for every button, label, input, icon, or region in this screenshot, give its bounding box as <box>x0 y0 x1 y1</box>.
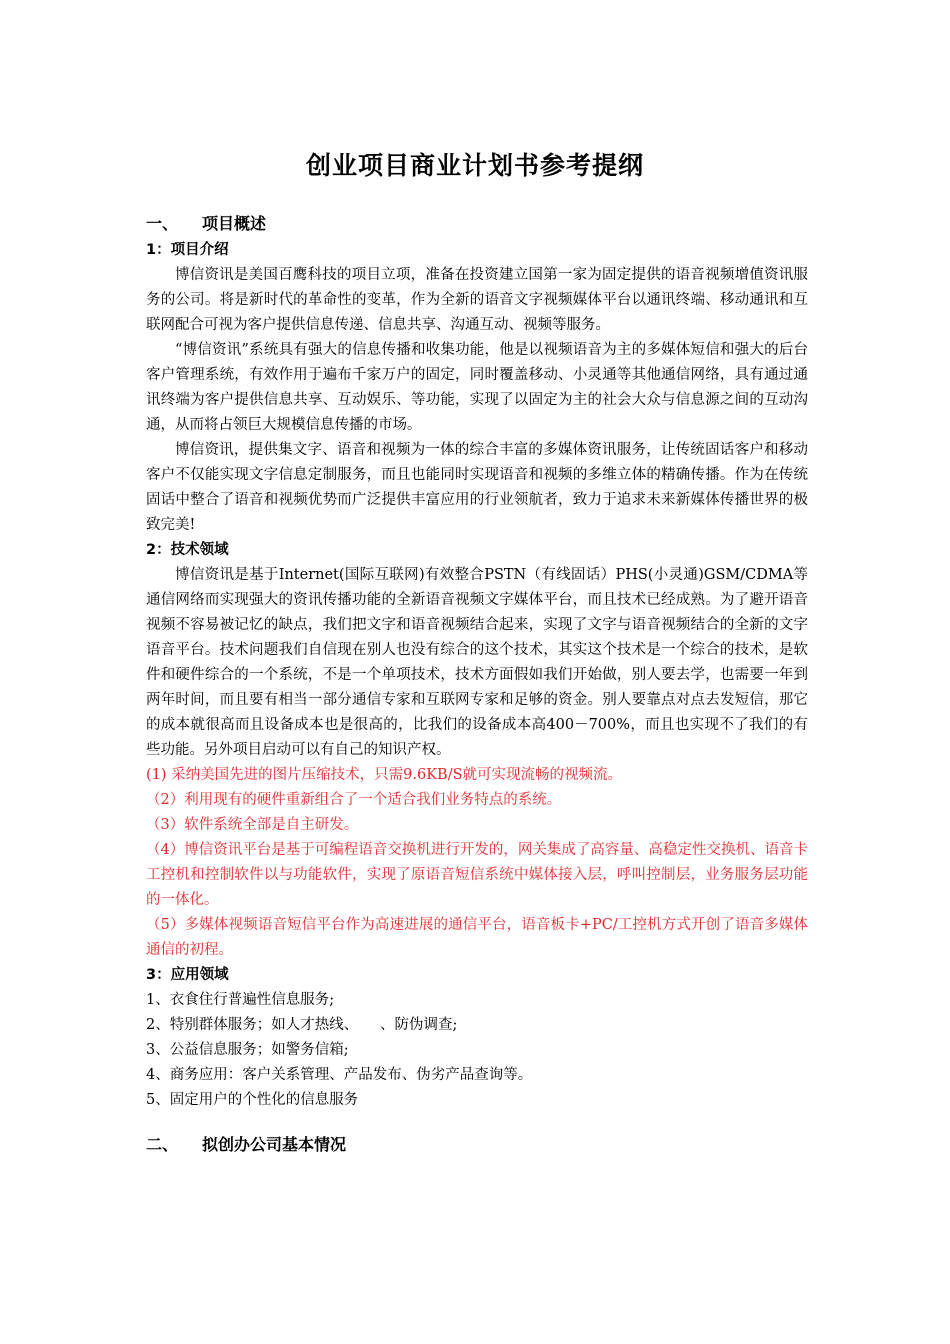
section-1-number: 一、 <box>146 214 179 233</box>
tech-paragraph: 博信资讯是基于Internet(国际互联网)有效整合PSTN（有线固话）PHS(小灵通)GSM/CDMA等通信网络而实现强大的资讯传播功能的全新语音视频文字媒体平台，而且技术已经成熟。为了避开语音视频不容易被记忆的缺点，我们把文字和语音视频结合起来，实现了文字与语音视频结合的全新的文字语音平台。技术问题我们自信现在别人也没有综合的这个技术，其实这个技术是一个综合的技术，是软件和硬件综合的一个系统，不是一个单项技术，技术方面假如我们开始做，别人要去学，也需要一年到两年时间，而且要有相当一部分通信专家和互联网专家和足够的资金。别人要靠点对点去发短信，那它的成本就很高而且设备成本也是很高的，比我们的设备成本高400－700%，而且也实现不了我们的有些功能。另外项目启动可以有自己的知识产权。 <box>146 567 808 758</box>
intro-paragraph-3: 博信资讯，提供集文字、语音和视频为一体的综合丰富的多媒体资讯服务，让传统固话客户和移动客户不仅能实现文字信息定制服务，而且也能同时实现语音和视频的多维立体的精确传播。作为在传统固话中整合了语音和视频优势而广泛提供丰富应用的行业领航者，致力于追求未来新媒体传播世界的极致完美! <box>146 442 808 533</box>
document-title: 创业项目商业计划书参考提纲 <box>305 151 644 180</box>
subsection-tech-heading: 2：技术领域 <box>146 542 229 558</box>
subsection-project-intro-heading: 1：项目介绍 <box>146 242 229 258</box>
document-body <box>146 210 808 1159</box>
application-item-4: 4、商务应用：客户关系管理、产品发布、伪劣产品查询等。 <box>146 1067 533 1083</box>
intro-paragraph-1: 博信资讯是美国百鹰科技的项目立项，准备在投资建立国第一家为固定提供的语音视频增值资讯服务的公司。将是新时代的革命性的变革，作为全新的语音文字视频媒体平台以通讯终端、移动通讯和互联网配合可视为客户提供信息传递、信息共享、沟通互动、视频等服务。 <box>146 267 808 333</box>
section-2-heading <box>146 1131 808 1159</box>
subsection-application-heading: 3：应用领域 <box>146 967 229 983</box>
tech-red-item-4: （4）博信资讯平台是基于可编程语音交换机进行开发的，网关集成了高容量、高稳定性交换机、语音卡工控机和控制软件以与功能软件，实现了原语音短信系统中媒体接入层，呼叫控制层，业务服务层功能的一体化。 <box>146 842 808 908</box>
tech-red-item-1: (1) 采纳美国先进的图片压缩技术，只需9.6KB/S就可实现流畅的视频流。 <box>146 767 623 783</box>
tech-red-item-3: （3）软件系统全部是自主研发。 <box>146 817 359 833</box>
section-spacer <box>146 1113 808 1131</box>
intro-paragraph-2: “博信资讯”系统具有强大的信息传播和收集功能，他是以视频语音为主的多媒体短信和强大的后台客户管理系统，有效作用于遍布千家万户的固定，同时覆盖移动、小灵通等其他通信网络，具有通过通讯终端为客户提供信息共享、互动娱乐、等功能，实现了以固定为主的社会大众与信息源之间的互动沟通，从而将占领巨大规模信息传播的市场。 <box>146 342 808 433</box>
application-item-3: 3、公益信息服务；如警务信箱; <box>146 1042 349 1058</box>
application-item-5: 5、固定用户的个性化的信息服务 <box>146 1092 359 1108</box>
section-1-title: 项目概述 <box>202 214 267 233</box>
section-2-number: 二、 <box>146 1135 179 1154</box>
section-2-title: 拟创办公司基本情况 <box>202 1135 347 1154</box>
tech-red-item-2: （2）利用现有的硬件重新组合了一个适合我们业务特点的系统。 <box>146 792 562 808</box>
section-1-heading <box>146 210 808 238</box>
tech-red-item-5: （5）多媒体视频语音短信平台作为高速进展的通信平台，语音板卡+PC/工控机方式开创了语音多媒体通信的初程。 <box>146 917 808 958</box>
application-item-2: 2、特别群体服务；如人才热线、 、防伪调查; <box>146 1017 458 1033</box>
application-item-1: 1、衣食住行普遍性信息服务; <box>146 992 335 1008</box>
